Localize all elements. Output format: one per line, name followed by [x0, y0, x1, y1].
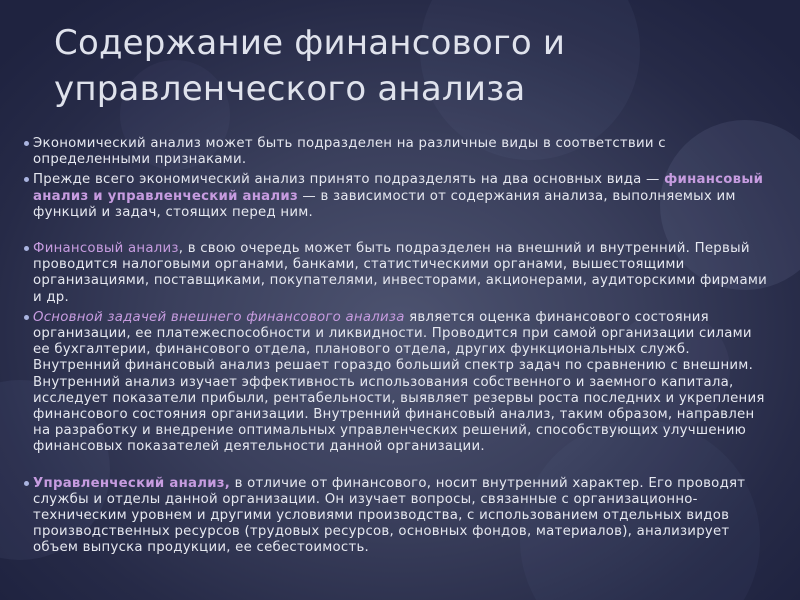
bullet-icon — [24, 481, 29, 486]
paragraph-2-highlight: финансовый анализ и управленческий анализ — [33, 172, 764, 204]
paragraph-3-highlight: Финансовый анализ — [33, 241, 179, 257]
paragraph-4-text: является оценка финансового состояния организации, ее платежеспособности и ликвидности. Проводится при самой организации силами ее бухгалтерии, финансового отдела, планового отдела, других функциональных служб. Внутренний финансовый анализ решает гораздо больший спектр задач по сравнению с внешним. Внутренний анализ изучает эффективность использования собственного и заемного капитала, исследует показатели прибыли, рентабельности, выявляет резервы роста последних и укрепления финансового состояния организации. Внутренний финансовый анализ, таким образом, направлен на разработку и внедрение оптимальных управленческих решений, способствующих улучшению финансовых показателей деятельности данной организации. — [33, 309, 765, 455]
paragraph-3 — [24, 241, 772, 306]
paragraph-2-text-end: — в зависимости от содержания анализа, выполняемых им функций и задач, стоящих перед ним. — [33, 188, 736, 220]
slide-title-line-2: управленческого анализа — [54, 69, 526, 109]
bullet-icon — [24, 315, 29, 320]
paragraph-4 — [24, 310, 772, 456]
bullet-icon — [24, 246, 29, 251]
slide-title — [54, 20, 754, 112]
paragraph-2-text: Прежде всего экономический анализ принято подразделять на два основных вида — — [33, 172, 660, 188]
paragraph-1 — [24, 136, 772, 168]
paragraph-2 — [24, 172, 772, 221]
paragraph-5 — [24, 476, 772, 557]
bullet-icon — [24, 141, 29, 146]
paragraph-1-text: Экономический анализ может быть подразделен на различные виды в соответствии с определенными признаками. — [33, 136, 666, 168]
paragraph-3-text: , в свою очередь может быть подразделен на внешний и внутренний. Первый проводится налоговыми органами, банками, статистическими органами, вышестоящими организациями, поставщиками, покупателями, инвесторами, акционерами, аудиторскими фирмами и др. — [33, 241, 768, 305]
paragraph-5-highlight: Управленческий анализ, — [33, 475, 231, 491]
paragraph-4-highlight: Основной задачей внешнего финансового анализа — [33, 309, 405, 325]
bullet-icon — [24, 177, 29, 182]
slide-body — [24, 136, 772, 557]
paragraph-5-text: в отличие от финансового, носит внутренний характер. Его проводят службы и отделы данной организации. Он изучает вопросы, связанные с организационно-техническим уровнем и другими условиями производства, с использованием отдельных видов производственных ресурсов (трудовых ресурсов, основных фондов, материалов), анализирует объем выпуска продукции, ее себестоимость. — [33, 475, 746, 556]
slide-title-line-1: Содержание финансового и — [54, 23, 566, 63]
